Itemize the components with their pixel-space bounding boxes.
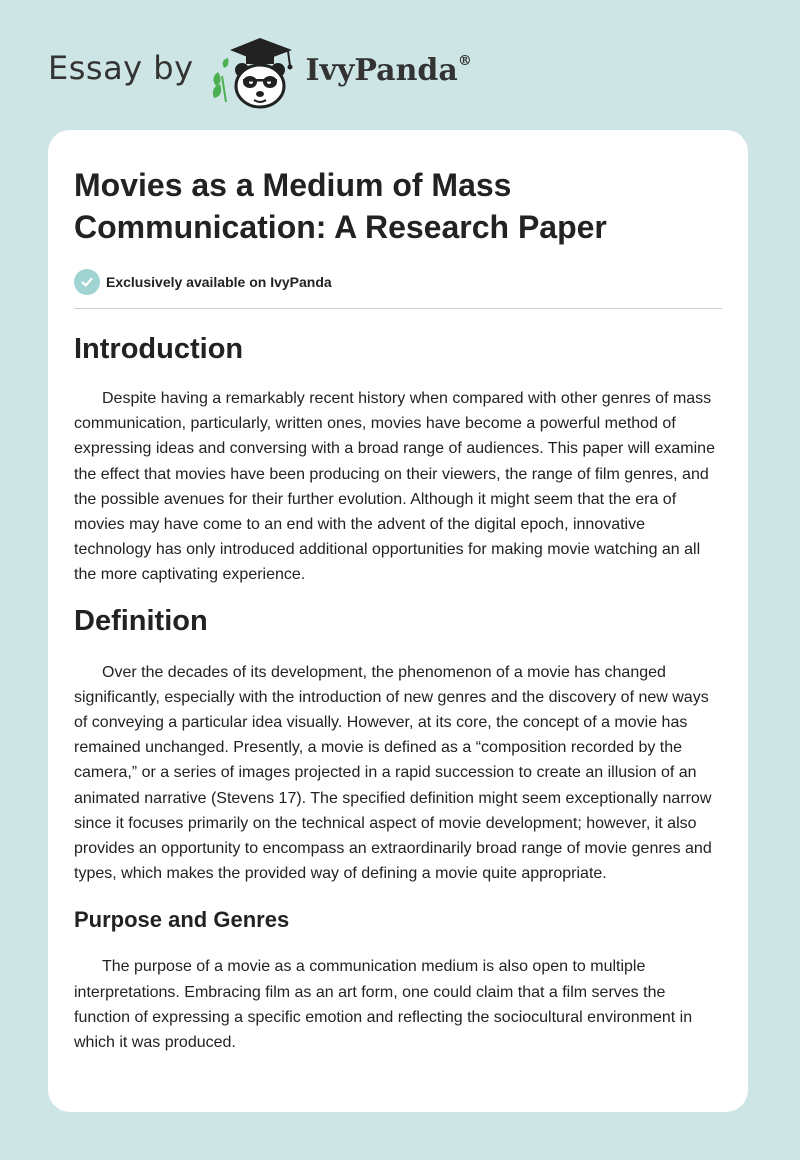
essay-card [48,130,748,1112]
divider [74,308,722,309]
section-heading-purpose-and-genres: Purpose and Genres [74,907,290,933]
check-icon [74,269,100,295]
site-header [48,32,472,112]
brand-name: IvyPanda® [305,52,472,88]
section-paragraph-introduction: Despite having a remarkably recent history when compared with other genres of mass communication, particularly, written ones, movies have become a powerful method of expressing ideas and conversing with a broad range of audiences. This paper will examine the effect that movies have been producing on their viewers, the range of film genres, and the possible avenues for their further evolution. Although it might seem that the era of movies may have come to an end with the advent of the digital epoch, innovative technology has only introduced additional opportunities for making movie watching an all the more captivating experience. [74,390,715,584]
section-heading-introduction: Introduction [74,333,244,365]
section-paragraph-definition: Over the decades of its development, the phenomenon of a movie has changed significantly, especially with the introduction of new genres and the discovery of new ways of conveying a particular idea visually. However, at its core, the concept of a movie has remained unchanged. Presently, a movie is defined as a “composition recorded by the camera,” or a series of images projected in a rapid succession to create an illusion of an animated narrative (Stevens 17). The specified definition might seem exceptionally narrow since it focuses primarily on the technical aspect of movie development; however, it also provides an opportunity to encompass an extraordinarily broad range of movie genres and types, which makes the provided way of defining a movie quite appropriate. [74,663,712,883]
section-heading-definition: Definition [74,604,208,637]
exclusive-label: Exclusively available on IvyPanda [106,274,332,290]
essay-title: Movies as a Medium of Mass Communication: A Research Paper [74,167,607,245]
section-paragraph-purpose-and-genres: The purpose of a movie as a communication medium is also open to multiple interpretations. Embracing film as an art form, one could claim that a film serves the function of expressing a specific emotion and reflecting the sociocultural environment in which it was produced. [74,958,693,1052]
essay-by-label: Essay by [48,49,194,87]
ivy-leaf-icon [212,58,228,102]
panda-logo-icon [208,32,300,112]
exclusive-badge [74,268,722,296]
ivypanda-logo[interactable] [208,32,472,112]
